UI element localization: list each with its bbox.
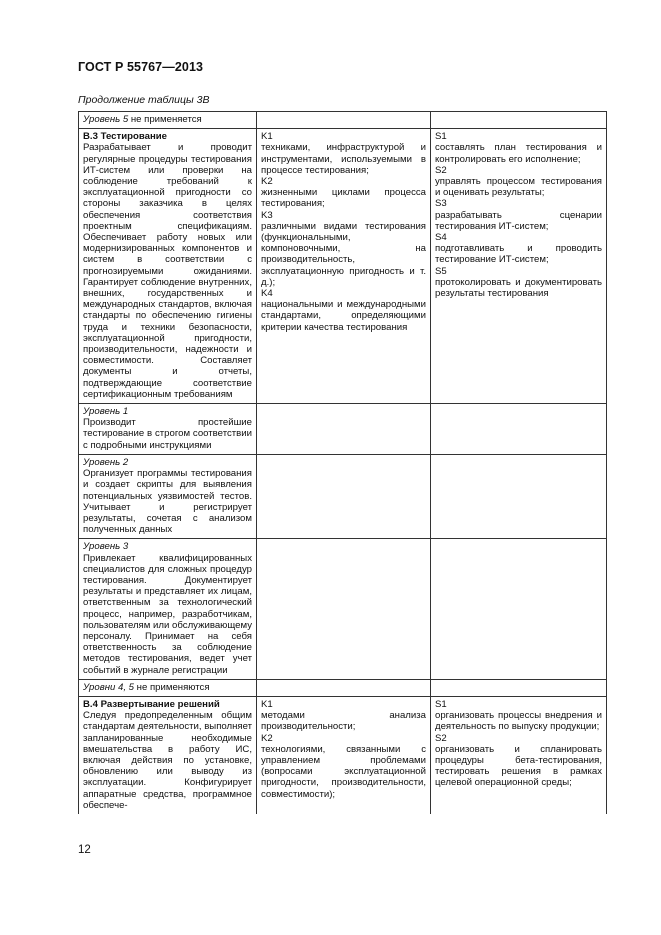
- table-row: [79, 539, 607, 679]
- knowledge-text: техниками, инфраструктурой и инструментами, используемыми в процессе тестирования;: [261, 142, 426, 176]
- document-id: ГОСТ Р 55767—2013: [78, 60, 204, 74]
- b4-skills-cell: [431, 696, 607, 814]
- empty-cell: [431, 454, 607, 538]
- empty-cell: [431, 539, 607, 679]
- empty-cell: [431, 679, 607, 696]
- level1-cell: [79, 404, 257, 455]
- table-row: [79, 112, 607, 129]
- level5-not-applicable: [79, 112, 257, 129]
- level-note: не применяется: [128, 114, 202, 125]
- empty-cell: [257, 112, 431, 129]
- section-description: Разрабатывает и проводит регулярные процедуры тестирования ИТ-систем или проверки на соблюдение требований к эксплуатационной пригодности со стороны заказчика в целях обеспечения соответствия проектным спецификациям. Обеспечивает работу новых или модернизированных компонентов и систем в соответствии с прогнозируемыми ожиданиями. Гарантирует соблюдение внутренних, внешних, государственных и международных стандартов, включая стандарты по обеспечению гигиены труда и техники безопасности, эксплуатационной пригодности, производительности, надежности и совместимости. Составляет документы и отчеты, подтверждающие соответствие сертификационным требованиям: [83, 142, 252, 400]
- skill-text: составлять план тестирования и контролировать его исполнение;: [435, 142, 602, 165]
- skill-text: организовать и спланировать процедуры бета-тестирования, тестировать решения в рамках целевой операционной среды;: [435, 743, 602, 789]
- skill-code: S1: [435, 131, 447, 143]
- knowledge-code: K3: [261, 209, 273, 221]
- knowledge-text: жизненными циклами процесса тестирования;: [261, 187, 426, 210]
- empty-cell: [257, 679, 431, 696]
- knowledge-text: методами анализа производительности;: [261, 710, 426, 733]
- section-description: Следуя предопределенным общим стандартам деятельности, выполняет запланированные необходимые вмешательства в работу ИС, включая действия по установке, обновлению или выводу из эксплуатации. Конфигурирует аппаратные средства, программное обеспече-: [83, 710, 253, 811]
- knowledge-code: K2: [261, 176, 273, 188]
- level-description: Организует программы тестирования и создает скрипты для выявления потенциальных уязвимостей тестов. Учитывает и регистрирует результаты, сочетая с анализом полученных данных: [83, 468, 252, 536]
- empty-cell: [257, 454, 431, 538]
- competence-table: [78, 111, 607, 814]
- empty-cell: [257, 404, 431, 455]
- skill-code: S5: [435, 265, 447, 277]
- table-row: [79, 454, 607, 538]
- level2-cell: [79, 454, 257, 538]
- table-row: [79, 404, 607, 455]
- level3-cell: [79, 539, 257, 679]
- knowledge-code: K1: [261, 131, 273, 143]
- b3-skills-cell: [431, 129, 607, 404]
- skill-code: S2: [435, 164, 447, 176]
- knowledge-text: национальными и международными стандартами, определяющими критерии качества тестирования: [261, 299, 426, 333]
- skill-text: управлять процессом тестирования и оценивать результаты;: [435, 176, 602, 199]
- level-label: Уровень 5: [83, 114, 129, 125]
- level-label: Уровень 2: [83, 456, 129, 468]
- level-description: Производит простейшие тестирование в строгом соответствии с подробными инструкциями: [83, 417, 252, 451]
- knowledge-text: технологиями, связанными с управлением проблемами (вопросами эксплуатационной пригодности, производительности, совместимости);: [261, 743, 426, 800]
- level-label: Уровни 4, 5: [83, 681, 134, 693]
- section-title: В.3 Тестирование: [83, 131, 167, 143]
- page-number: 12: [78, 844, 91, 856]
- skill-text: организовать процессы внедрения и деятельность по выпуску продукции;: [435, 710, 602, 733]
- levels45-not-applicable: [79, 679, 257, 696]
- level-description: Привлекает квалифицированных специалистов для сложных процедур тестирования. Документирует результаты и представляет их лицам, ответственным за технологический процесс, например, разработчикам, пользователям или обслуживающему персоналу. Принимает на себя ответственность за соблюдение методов тестирования, ведет учет событий в журнале регистрации: [83, 552, 252, 676]
- knowledge-code: K4: [261, 288, 273, 300]
- empty-cell: [431, 112, 607, 129]
- table-caption: Продолжение таблицы 3В: [78, 94, 210, 106]
- empty-cell: [257, 539, 431, 679]
- skill-code: S4: [435, 232, 447, 244]
- level-label: Уровень 3: [83, 541, 129, 553]
- table-row: [79, 696, 607, 814]
- table-row: [79, 679, 607, 696]
- skill-text: протоколировать и документировать результаты тестирования: [435, 276, 602, 300]
- knowledge-code: K2: [261, 732, 273, 744]
- table-row: [79, 129, 607, 404]
- skill-code: S3: [435, 198, 447, 210]
- empty-cell: [431, 404, 607, 455]
- b4-knowledge-cell: [257, 696, 431, 814]
- skill-text: подготавливать и проводить тестирование ИТ-систем;: [435, 243, 602, 266]
- b3-knowledge-cell: [257, 129, 431, 404]
- section-title: В.4 Развертывание решений: [83, 698, 220, 710]
- b3-competence-cell: [79, 129, 257, 404]
- b4-competence-cell: [79, 696, 257, 814]
- skill-text: разрабатывать сценарии тестирования ИТ-систем;: [435, 209, 602, 232]
- knowledge-text: различными видами тестирования (функциональными, компоновочными, на производительность, эксплуатационную пригодность и т. д.);: [261, 220, 426, 288]
- skill-code: S2: [435, 732, 447, 744]
- level-note: не применяются: [134, 681, 210, 693]
- knowledge-code: K1: [261, 698, 273, 710]
- level-label: Уровень 1: [83, 406, 129, 418]
- skill-code: S1: [435, 698, 447, 710]
